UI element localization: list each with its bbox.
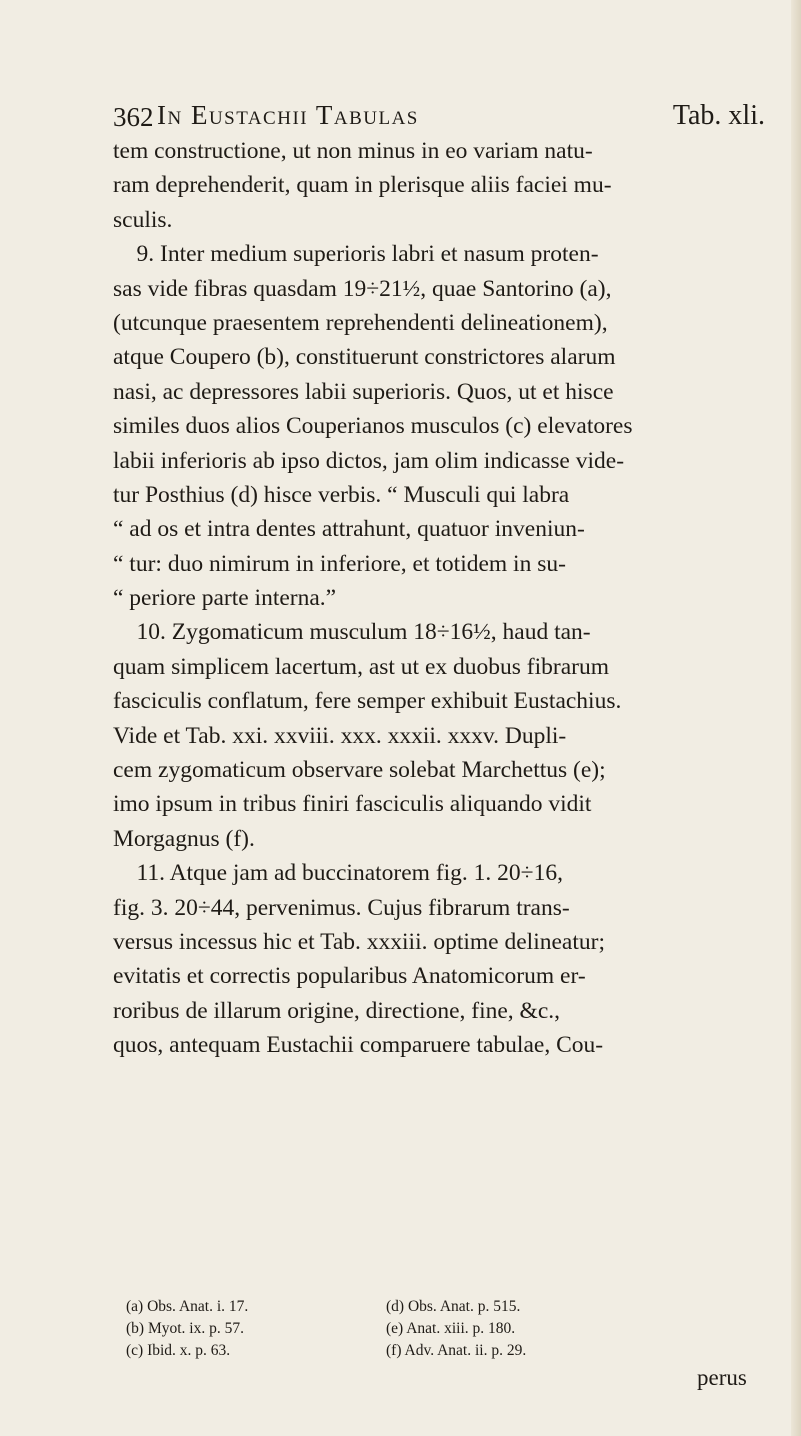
text-line: Vide et Tab. xxi. xxviii. xxx. xxxii. xxxv. Dupli-	[113, 722, 567, 749]
text-line: fasciculis conflatum, fere semper exhibuit Eustachius.	[113, 688, 622, 715]
text-line: “ tur: duo nimirum in inferiore, et totidem in su-	[113, 550, 566, 577]
text-line: “ ad os et intra dentes attrahunt, quatuor inveniun-	[113, 516, 585, 543]
text-line: 10. Zygomaticum musculum 18÷16½, haud tan-	[113, 619, 591, 646]
text-line: labii inferioris ab ipso dictos, jam olim indicasse vide-	[113, 447, 625, 474]
text-line: “ periore parte interna.”	[113, 585, 337, 612]
page-number: 362	[113, 102, 154, 132]
footnote-b: (b) Myot. ix. p. 57.	[126, 1320, 244, 1337]
running-title: In Eustachii Tabulas	[157, 100, 419, 130]
text-line: atque Coupero (b), constituerunt constrictores alarum	[113, 344, 616, 371]
footnotes-left-column	[126, 1296, 248, 1362]
text-line: ram deprehenderit, quam in plerisque aliis faciei mu-	[113, 172, 612, 199]
text-line: cem zygomaticum observare solebat Marchettus (e);	[113, 757, 606, 784]
text-line: similes duos alios Couperianos musculos (c) elevatores	[113, 413, 633, 440]
text-line: imo ipsum in tribus finiri fasciculis aliquando vidit	[113, 791, 592, 818]
text-line: Morgagnus (f).	[113, 825, 255, 852]
text-line: (utcunque praesentem reprehendenti delineationem),	[113, 309, 608, 336]
text-line: versus incessus hic et Tab. xxxiii. optime delineatur;	[113, 928, 605, 955]
footnote-e: (e) Anat. xiii. p. 180.	[386, 1320, 516, 1337]
footnote-d: (d) Obs. Anat. p. 515.	[386, 1298, 521, 1315]
text-line: quam simplicem lacertum, ast ut ex duobus fibrarum	[113, 653, 609, 680]
plate-reference: Tab. xli.	[672, 100, 765, 131]
text-line: nasi, ac depressores labii superioris. Quos, ut et hisce	[113, 378, 614, 405]
text-line: 11. Atque jam ad buccinatorem fig. 1. 20÷16,	[113, 860, 563, 887]
footnotes-right-column	[386, 1296, 526, 1362]
text-line: evitatis et correctis popularibus Anatomicorum er-	[113, 963, 586, 990]
page-edge	[791, 0, 801, 1436]
text-line: tur Posthius (d) hisce verbis. “ Musculi qui labra	[113, 481, 570, 508]
text-line: fig. 3. 20÷44, pervenimus. Cujus fibrarum trans-	[113, 894, 570, 921]
footnote-f: (f) Adv. Anat. ii. p. 29.	[386, 1342, 527, 1359]
footnote-c: (c) Ibid. x. p. 63.	[126, 1342, 231, 1359]
body-text	[113, 134, 773, 1063]
text-line: sculis.	[113, 206, 173, 233]
footnote-a: (a) Obs. Anat. i. 17.	[126, 1298, 249, 1315]
text-line: roribus de illarum origine, directione, fine, &c.,	[113, 997, 561, 1024]
catchword: perus	[697, 1365, 747, 1390]
text-line: quos, antequam Eustachii comparuere tabulae, Cou-	[113, 1032, 604, 1059]
text-line: 9. Inter medium superioris labri et nasum proten-	[113, 241, 599, 268]
text-line: tem constructione, ut non minus in eo variam natu-	[113, 138, 593, 164]
text-line: sas vide fibras quasdam 19÷21½, quae Santorino (a),	[113, 275, 612, 302]
